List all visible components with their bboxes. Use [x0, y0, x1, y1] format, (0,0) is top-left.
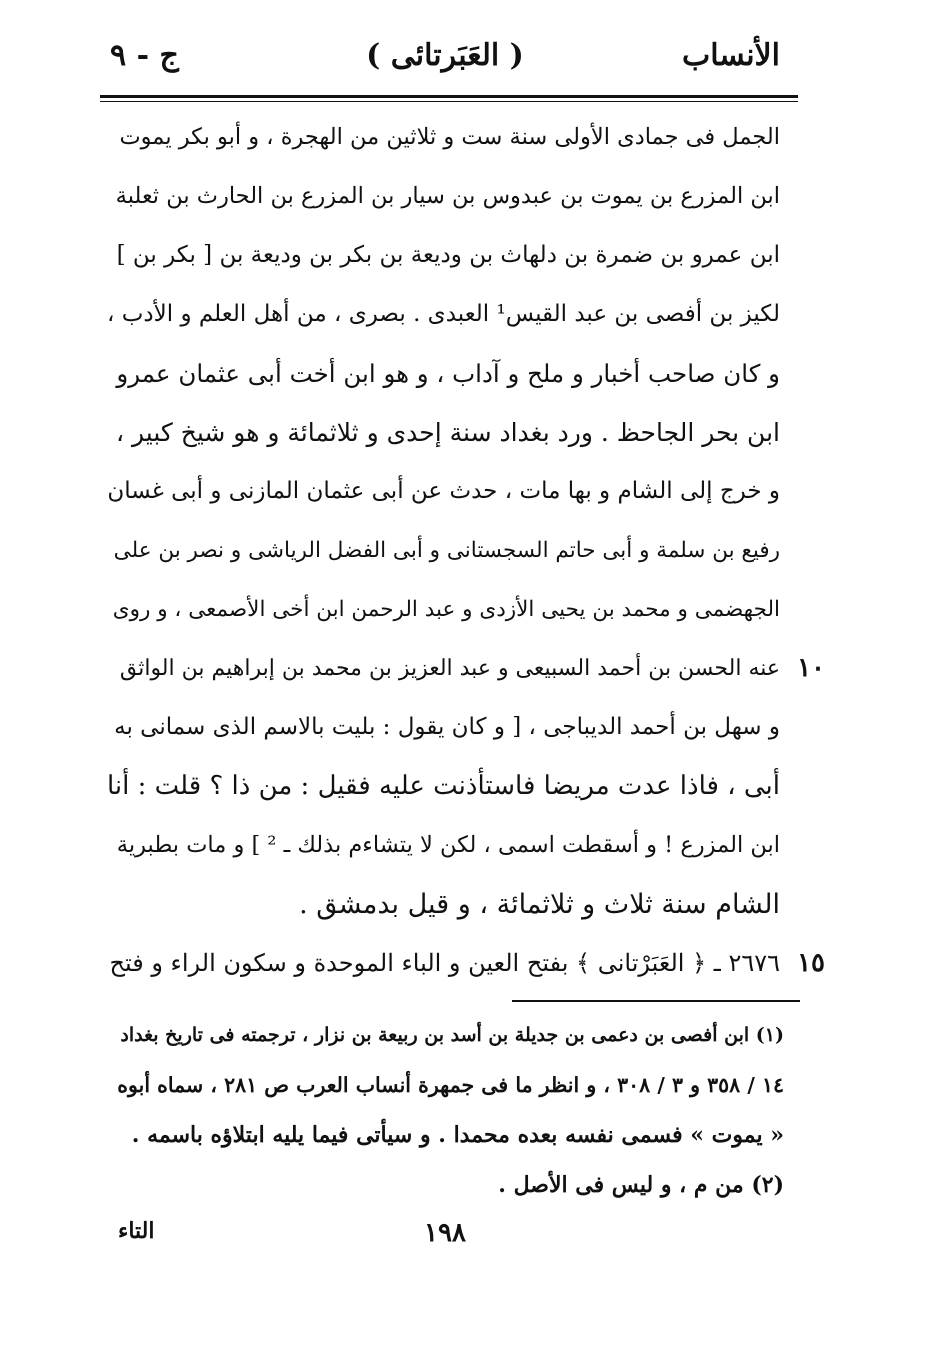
text-line: الجمل فى جمادى الأولى سنة ست و ثلاثين من الهجرة ، و أبو بكر يموت — [119, 124, 780, 150]
header-rule-thin — [100, 101, 798, 102]
text-line: و سهل بن أحمد الديباجى ، [ و كان يقول : بليت بالاسم الذى سمانى به — [114, 714, 780, 740]
text-line: ابن المزرع بن يموت بن عبدوس بن سيار بن المزرع بن الحارث بن ثعلبة — [115, 183, 780, 209]
page-number: ١٩٨ — [424, 1218, 466, 1248]
header-section-title: الأنساب — [682, 38, 780, 73]
main-text — [106, 108, 825, 993]
line-number: ١٥ — [797, 948, 825, 978]
text-line: و كان صاحب أخبار و ملح و آداب ، و هو ابن أخت أبى عثمان عمرو — [116, 359, 780, 388]
footnote-line: « يموت » فسمى نفسه بعده محمدا . و سيأتى فيما يليه ابتلاؤه باسمه . — [131, 1122, 784, 1148]
text-line: رفيع بن سلمة و أبى حاتم السجستانى و أبى الفضل الرياشى و نصر بن على — [113, 538, 780, 563]
text-line: الجهضمى و محمد بن يحيى الأزدى و عبد الرحمن ابن أخى الأصمعى ، و روى — [112, 597, 780, 622]
entry-heading-line: ٢٦٧٦ ـ ﴿ العَبَرْتانى ﴾ بفتح العين و الباء الموحدة و سكون الراء و فتح ١٥ — [108, 934, 780, 993]
header-entry-title: ( العَبَرتائی ) — [366, 38, 524, 73]
text-line: ابن عمرو بن ضمرة بن دلهاث بن وديعة بن بكر بن وديعة بن [ بكر بن ] — [116, 242, 780, 268]
text-line: لكيز بن أفصى بن عبد القيس¹ العبدى . بصرى ، من أهل العلم و الأدب ، — [107, 301, 780, 327]
footnotes — [108, 1010, 784, 1210]
line-number: ١٠ — [797, 653, 825, 683]
footnote-line: ١٤ / ٣٥٨ و ٣ / ٣٠٨ ، و انظر ما فى جمهرة أنساب العرب ص ٢٨١ ، سماه أبوه — [117, 1073, 784, 1097]
footnote-line: (٢) من م ، و ليس فى الأصل . — [498, 1172, 784, 1198]
text-line: و خرج إلى الشام و بها مات ، حدث عن أبى عثمان المازنى و أبى غسان — [107, 478, 780, 504]
text-line: ابن المزرع ! و أسقطت اسمى ، لكن لا يتشاءم بذلك ـ ² ] و مات بطبرية — [116, 832, 780, 858]
catchword: التاء — [118, 1218, 155, 1244]
header-volume: ج - ٩ — [110, 38, 179, 73]
header-rule-thick — [100, 95, 798, 98]
text-line: الشام سنة ثلاث و ثلاثمائة ، و قيل بدمشق . — [299, 889, 780, 920]
footnote-line: (١) ابن أفصى بن دعمى بن جديلة بن أسد بن ربيعة بن نزار ، ترجمته فى تاريخ بغداد — [120, 1024, 784, 1046]
running-header — [100, 30, 790, 82]
footnote-rule — [512, 1000, 800, 1002]
text-line: ابن بحر الجاحظ . ورد بغداد سنة إحدى و ثلاثمائة و هو شيخ كبير ، — [115, 418, 780, 447]
page-footer — [100, 1218, 790, 1258]
text-line: أبى ، فاذا عدت مريضا فاستأذنت عليه فقيل : من ذا ؟ قلت : أنا — [106, 771, 780, 801]
text-line: عنه الحسن بن أحمد السبيعى و عبد العزيز بن محمد بن إبراهيم بن الواثق ١٠ — [108, 639, 780, 698]
